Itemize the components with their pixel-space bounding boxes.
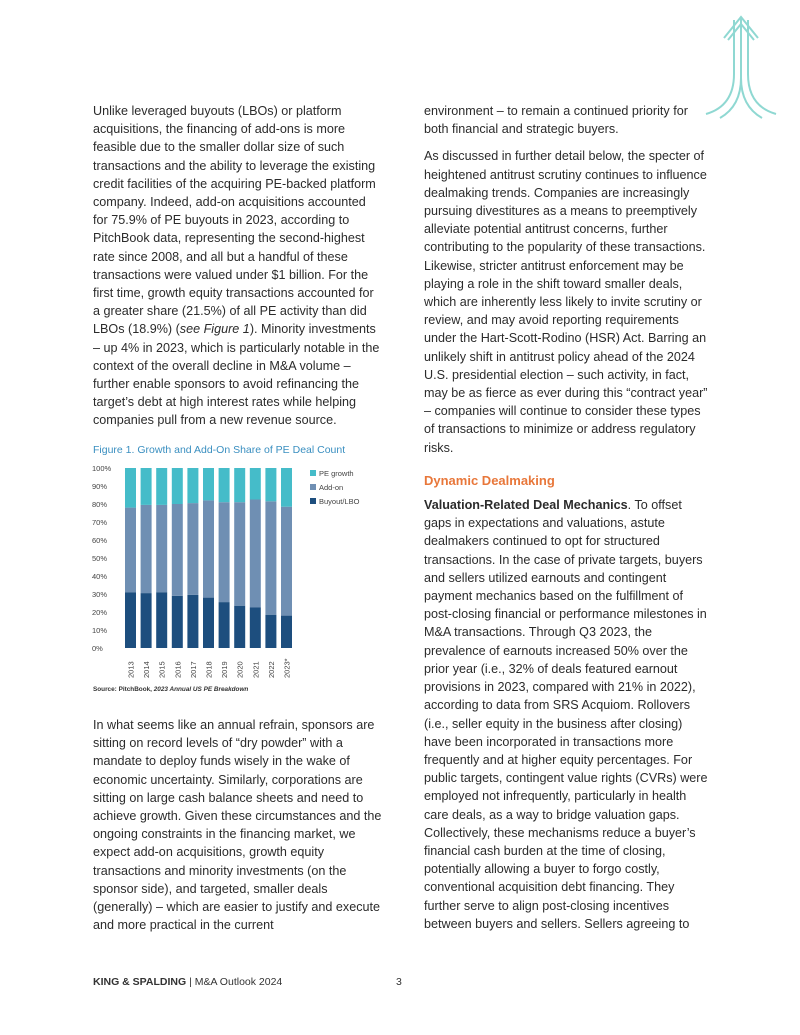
x-tick-label: 2022 <box>266 661 276 678</box>
y-tick-label: 20% <box>92 608 108 617</box>
x-tick-label: 2013 <box>126 661 136 678</box>
bar-segment <box>281 468 292 507</box>
bar-segment <box>281 616 292 648</box>
figure-source: Source: PitchBook, 2023 Annual US PE Breakdown <box>93 686 249 693</box>
y-tick-label: 100% <box>92 464 112 473</box>
bar-segment <box>265 468 276 501</box>
bar-segment <box>125 508 136 593</box>
bar-segment <box>250 468 261 500</box>
bar-segment <box>219 602 230 648</box>
x-tick-label: 2023* <box>282 658 292 678</box>
arrow-logo-icon <box>700 14 782 120</box>
left-paragraph-2: In what seems like an annual refrain, sponsors are sitting on record levels of “dry powder” with a mandate to deploy funds wisely in the wake of economic uncertainty. Similarly, corporations are sitting on large cash balance sheets and need to achieve growth. Given these circumstances and the ongoing constraints in the financing market, we expect add-on acquisitions, growth equity transactions and minority investments (on the sponsor side), and targeted, smaller deals (generally) – which are easier to justify and execute and more practical in the current <box>93 718 382 933</box>
x-tick-label: 2015 <box>157 661 167 678</box>
bar-segment <box>265 615 276 648</box>
x-tick-label: 2019 <box>220 661 230 678</box>
bar-segment <box>172 504 183 596</box>
footer-doc-title: M&A Outlook 2024 <box>194 976 283 988</box>
bar-segment <box>234 502 245 606</box>
bar-segment <box>141 505 152 593</box>
stacked-bar-chart <box>90 458 370 683</box>
right-paragraph-3: Valuation-Related Deal Mechanics. To offset gaps in expectations and valuations, astute dealmakers continued to opt for structured transactions. In the case of private targets, buyers and sellers utilized earnouts and contingent payment mechanics based on the fulfillment of post-closing financial or performance milestones in M&A transactions. Through Q3 2023, the prevalence of earnouts increased 50% over the prior year (i.e., 32% of deals featured earnout provisions in 2023, compared with 21% in 2022), according to data from SRS Acquiom. Rollovers (i.e., seller equity in the business after closing) have been incorporated in transactions more frequently and at higher equity percentages. For public targets, contingent value rights (CVRs) were employed not infrequently, particularly in health care deals, as a way to bridge valuation gaps. Collectively, these mechanisms reduce a buyer’s financial cash burden at the time of closing, potentially allowing a buyer to forgo costly, conventional acquisition debt financing. They further serve to align post-closing incentives between buyers and sellers. Sellers agreeing to <box>424 498 708 931</box>
x-tick-label: 2014 <box>142 661 152 678</box>
y-tick-label: 70% <box>92 518 108 527</box>
legend-label: Buyout/LBO <box>319 497 360 506</box>
y-tick-label: 80% <box>92 500 108 509</box>
y-tick-label: 50% <box>92 554 108 563</box>
y-tick-label: 90% <box>92 482 108 491</box>
bar-segment <box>219 468 230 502</box>
section-heading: Dynamic Dealmaking <box>424 472 555 488</box>
legend-label: Add-on <box>319 483 344 492</box>
bar-segment <box>187 468 198 503</box>
footer: KING & SPALDING | M&A Outlook 2024 <box>93 976 283 988</box>
figure-reference: see Figure 1 <box>179 322 250 337</box>
bar-segment <box>234 468 245 502</box>
bar-segment <box>265 501 276 614</box>
bar-segment <box>250 608 261 649</box>
bar-segment <box>219 502 230 602</box>
left-column-top <box>93 102 383 439</box>
y-tick-label: 10% <box>92 626 108 635</box>
legend-swatch <box>310 484 316 490</box>
bar-segment <box>250 500 261 608</box>
y-tick-label: 60% <box>92 536 108 545</box>
bar-segment <box>125 592 136 648</box>
left-paragraph-1: Unlike leveraged buyouts (LBOs) or platform acquisitions, the financing of add-ons is more feasible due to the smaller dollar size of such transactions and the ability to leverage the existing credit facilities of the acquiring PE-backed platform company. Indeed, add-on acquisitions accounted for 75.9% of PE buyouts in 2023, according to PitchBook data, representing the second-highest rate since 2008, and all but a handful of these transactions were valued under $1 billion. For the first time, growth equity transactions accounted for a greater share (21.5%) of all PE activity than did LBOs (18.9%) (see Figure 1). Minority investments – up 4% in 2023, which is particularly notable in the context of the overall decline in M&A volume – further enable sponsors to avoid refinancing the target’s debt at high interest rates while helping companies pull from a new revenue source. <box>93 104 380 428</box>
legend-swatch <box>310 470 316 476</box>
legend-label: PE growth <box>319 469 354 478</box>
bar-segment <box>156 505 167 592</box>
x-tick-label: 2017 <box>188 661 198 678</box>
bar-segment <box>172 596 183 648</box>
bar-segment <box>125 468 136 508</box>
x-tick-label: 2020 <box>235 661 245 678</box>
bar-segment <box>141 468 152 505</box>
footer-firm: KING & SPALDING <box>93 976 187 988</box>
x-tick-label: 2016 <box>173 661 183 678</box>
bar-segment <box>156 468 167 505</box>
left-column-bottom <box>93 716 383 943</box>
right-paragraph-2: As discussed in further detail below, the specter of heightened antitrust scrutiny continues to influence dealmaking trends. Companies are increasingly pursuing divestitures as a means to preemptively alleviate potential antitrust concerns, further contributing to the popularity of these transactions. Likewise, stricter antitrust enforcement may be playing a role in the shift toward smaller deals, which are inherently less likely to invite scrutiny or review, and may avoid reporting requirements under the Hart-Scott-Rodino (HSR) Act. Barring an unlikely shift in antitrust policy ahead of the 2024 U.S. presidential election – such activity, in fact, may be as fierce as ever during this “contract year” – companies will continue to consider these types of transactions to minimize or address regulatory risks. <box>424 149 708 455</box>
bar-segment <box>203 468 214 500</box>
bar-segment <box>281 507 292 616</box>
x-tick-label: 2021 <box>251 661 261 678</box>
right-column <box>424 102 710 942</box>
bar-segment <box>172 468 183 504</box>
x-tick-label: 2018 <box>204 661 214 678</box>
bar-segment <box>187 503 198 595</box>
page-number: 3 <box>396 976 402 988</box>
bar-segment <box>234 606 245 648</box>
bar-segment <box>187 595 198 648</box>
bar-segment <box>203 598 214 648</box>
bar-segment <box>156 592 167 648</box>
y-tick-label: 0% <box>92 644 103 653</box>
bar-segment <box>141 593 152 648</box>
y-tick-label: 40% <box>92 572 108 581</box>
figure-title: Figure 1. Growth and Add-On Share of PE Deal Count <box>93 444 346 456</box>
bar-segment <box>203 500 214 597</box>
y-tick-label: 30% <box>92 590 108 599</box>
legend-swatch <box>310 498 316 504</box>
lead-in-heading: Valuation-Related Deal Mechanics <box>424 498 628 513</box>
right-paragraph-1: environment – to remain a continued priority for both financial and strategic buyers. <box>424 104 688 137</box>
